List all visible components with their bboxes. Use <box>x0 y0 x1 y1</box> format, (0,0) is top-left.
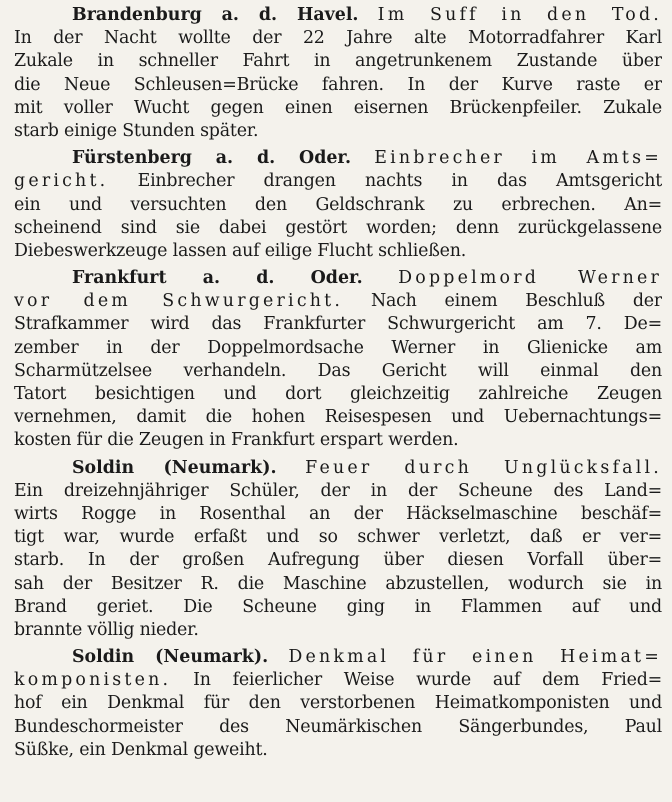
body-line: Diebeswerkzeuge lassen auf eilige Flucht schließen. <box>14 240 467 261</box>
body-line: Süßke, ein Denkmal geweiht. <box>14 739 268 760</box>
body-line: kosten für die Zeugen in Frankfurt erspart werden. <box>14 430 459 451</box>
body-line: die Neue Schleusen=Brücke fahren. In der Kurve raste er <box>14 74 662 95</box>
headline-continued: vor dem Schwurgericht. <box>14 291 344 312</box>
headline-continued: komponisten. <box>14 670 172 691</box>
headline: Denkmal für einen Heimat= <box>288 647 662 668</box>
article-brandenburg <box>14 4 662 143</box>
headline: Einbrecher im Amts= <box>374 148 662 169</box>
body-text: In feierlicher Weise wurde auf dem Fried= <box>193 670 662 691</box>
body-line: Strafkammer wird das Frankfurter Schwurgericht am 7. De= <box>14 314 662 335</box>
body-line: starb einige Stunden später. <box>14 120 259 141</box>
headline-continued: gericht. <box>14 171 109 192</box>
body-line: brannte völlig nieder. <box>14 619 199 640</box>
dateline: Brandenburg a. d. Havel. <box>72 5 359 25</box>
body-line: Ein dreizehnjähriger Schüler, der in der Scheune des Land= <box>14 480 662 501</box>
body-line: Brand geriet. Die Scheune ging in Flammen auf und <box>14 596 662 617</box>
dateline: Fürstenberg a. d. Oder. <box>72 148 352 169</box>
article-first-line <box>14 267 662 290</box>
body-line: scheinend sind sie dabei gestört worden; denn zurückgelassene <box>14 217 662 238</box>
body-line: tigt war, wurde erfaßt und so schwer verletzt, daß er ver= <box>14 527 662 548</box>
article-fuerstenberg <box>14 147 662 263</box>
dateline: Soldin (Neumark). <box>72 647 269 668</box>
dateline: Soldin (Neumark). <box>72 457 277 478</box>
article-second-line <box>14 290 662 313</box>
headline: Im Suff in den Tod. <box>377 5 662 25</box>
article-first-line <box>14 4 662 27</box>
dateline: Frankfurt a. d. Oder. <box>72 268 363 289</box>
article-second-line <box>14 669 662 692</box>
headline: Feuer durch Unglücksfall. <box>305 457 662 478</box>
headline: Doppelmord Werner <box>398 268 662 289</box>
body-line: ein und versuchten den Geldschrank zu erbrechen. An= <box>14 194 662 215</box>
body-line: Scharmützelsee verhandeln. Das Gericht will einmal den <box>14 360 662 381</box>
body-line: Zukale in schneller Fahrt in angetrunkenem Zustande über <box>14 51 662 72</box>
article-soldin-memorial <box>14 646 662 762</box>
body-line: hof ein Denkmal für den verstorbenen Heimatkomponisten und <box>14 693 662 714</box>
body-line: vernehmen, damit die hohen Reisespesen und Uebernachtungs= <box>14 407 662 428</box>
article-first-line <box>14 147 662 170</box>
body-line: Bundeschormeister des Neumärkischen Sängerbundes, Paul <box>14 716 662 737</box>
body-line: sah der Besitzer R. die Maschine abzustellen, wodurch sie in <box>14 573 662 594</box>
article-second-line <box>14 170 662 193</box>
body-line: wirts Rogge in Rosenthal an der Häckselmaschine beschäf= <box>14 503 662 524</box>
body-line: starb. In der großen Aufregung über diesen Vorfall über= <box>14 550 662 571</box>
body-text: Einbrecher drangen nachts in das Amtsgericht <box>137 171 662 192</box>
article-first-line <box>14 646 662 669</box>
article-first-line <box>14 457 662 480</box>
body-text: Nach einem Beschluß der <box>370 291 662 312</box>
body-line: mit voller Wucht gegen einen eisernen Brückenpfeiler. Zukale <box>14 97 662 118</box>
body-line: In der Nacht wollte der 22 Jahre alte Motorradfahrer Karl <box>14 28 662 49</box>
body-line: zember in der Doppelmordsache Werner in Glienicke am <box>14 337 662 358</box>
body-line: Tatort besichtigen und dort gleichzeitig zahlreiche Zeugen <box>14 384 662 404</box>
article-frankfurt <box>14 267 662 453</box>
article-soldin-fire <box>14 457 662 643</box>
